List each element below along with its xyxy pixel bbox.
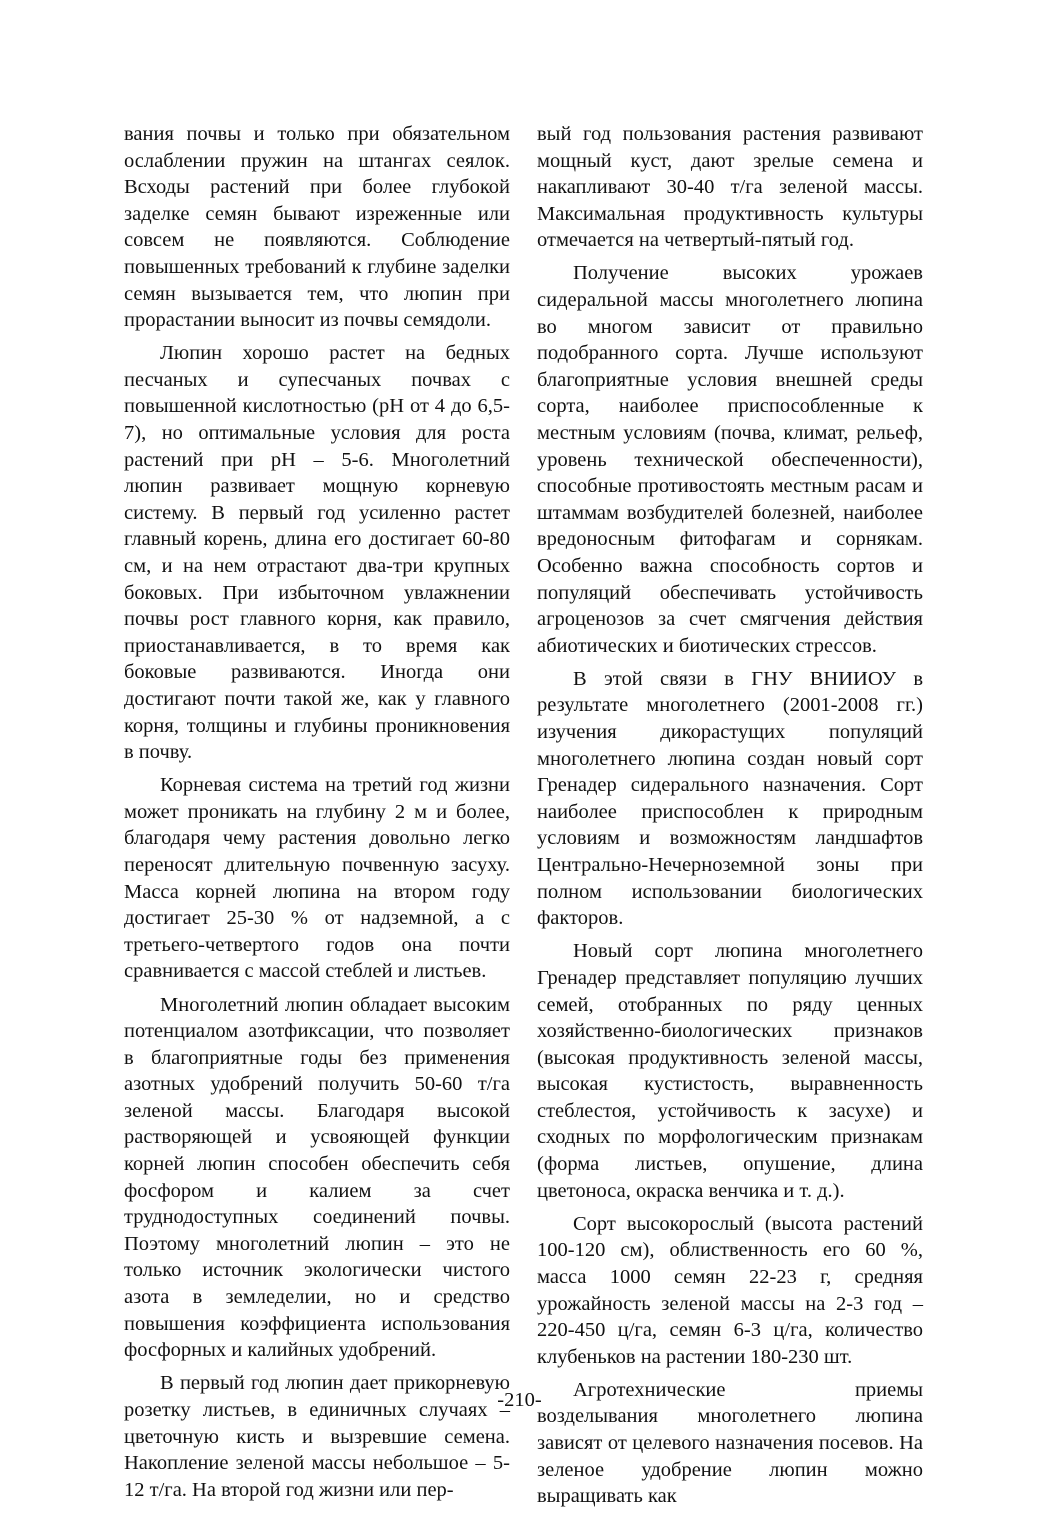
paragraph: Получение высоких урожаев сидеральной массы многолетнего люпина во многом зависит от правильно подобранного сорта. Лучше используют благоприятные условия внешней среды сорта, наиболее приспособленные к местным условиям (почва, климат, рельеф, уровень технической обеспеченности), способные противостоять местным расам и штаммам возбудителей болезней, наиболее вредоносным фитофагам и сорнякам. Особенно важна способность сортов и популяций обеспечивать устойчивость агроценозов за счет смягчения действия абиотических и биотических стрессов. [537, 262, 923, 657]
page-number: -210- [497, 1389, 542, 1411]
left-text-column [124, 121, 510, 1510]
paragraph: Сорт высокорослый (высота растений 100-120 см), облиственность его 60 %, масса 1000 семян 22-23 г, средняя урожайность зеленой массы на 2-3 год – 220-450 ц/га, семян 6-3 ц/га, количество клубеньков на растении 180-230 шт. [537, 1212, 923, 1368]
paragraph: Агротехнические приемы возделывания многолетнего люпина зависят от целевого назначения посевов. На зеленое удобрение люпин можно выращивать как [537, 1378, 923, 1508]
paragraph: вания почвы и только при обязательном ослаблении пружин на штангах сеялок. Всходы растений при более глубокой заделке семян бывают изреженные или совсем не появляются. Соблюдение повышенных требований к глубине заделки семян вызывается тем, что люпин при прорастании выносит из почвы семядоли. [124, 123, 510, 332]
paragraph: В этой связи в ГНУ ВНИИОУ в результате многолетнего (2001-2008 гг.) изучения дикорастущих популяций многолетнего люпина создан новый сорт Гренадер сидерального назначения. Сорт наиболее приспособлен к природным условиям и возможностям ландшафтов Центрально-Нечерноземной зоны при полном использовании биологических факторов. [537, 667, 923, 930]
paragraph: Корневая система на третий год жизни может проникать на глубину 2 м и более, благодаря чему растения довольно легко переносят длительную почвенную засуху. Масса корней люпина на втором году достигает 25-30 % от надземной, а с третьего-четвертого годов она почти сравнивается с массой стеблей и листьев. [124, 774, 510, 983]
paragraph: Люпин хорошо растет на бедных песчаных и супесчаных почвах с повышенной кислотностью (рН от 4 до 6,5-7), но оптимальные условия для роста растений при рН – 5-6. Многолетний люпин развивает мощную корневую систему. В первый год усиленно растет главный корень, длина его достигает 60-80 см, и на нем отрастают два-три крупных боковых. При избыточном увлажнении почвы рост главного корня, как правило, приостанавливается, в то время как боковые развиваются. Иногда они достигают почти такой же, как у главного корня, толщины и глубины проникновения в почву. [124, 342, 510, 764]
paragraph: Новый сорт люпина многолетнего Гренадер представляет популяцию лучших семей, отобранных по ряду ценных хозяйственно-биологических признаков (высокая продуктивность зеленой массы, высокая кустистость, выравненность стеблестоя, устойчивость к засухе) и сходных по морфологическим признакам (форма листьев, опушение, длина цветоноса, окраска венчика и т. д.). [537, 940, 923, 1202]
paragraph: В первый год люпин дает прикорневую розетку листьев, в единичных случаях – цветочную кисть и вызревшие семена. Накопление зеленой массы небольшое – 5-12 т/га. На второй год жизни или пер- [124, 1372, 510, 1501]
paragraph: вый год пользования растения развивают мощный куст, дают зрелые семена и накапливают 30-40 т/га зеленой массы. Максимальная продуктивность культуры отмечается на четвертый-пятый год. [537, 123, 923, 252]
right-text-column [537, 121, 923, 1516]
paragraph: Многолетний люпин обладает высоким потенциалом азотфиксации, что позволяет в благоприятные годы без применения азотных удобрений получить 50-60 т/га зеленой массы. Благодаря высокой растворяющей и усвояющей функции корней люпин способен обеспечить себя фосфором и калием за счет труднодоступных соединений почвы. Поэтому многолетний люпин – это не только источник экологически чистого азота в земледелии, но и средство повышения коэффициента использования фосфорных и калийных удобрений. [124, 993, 510, 1362]
